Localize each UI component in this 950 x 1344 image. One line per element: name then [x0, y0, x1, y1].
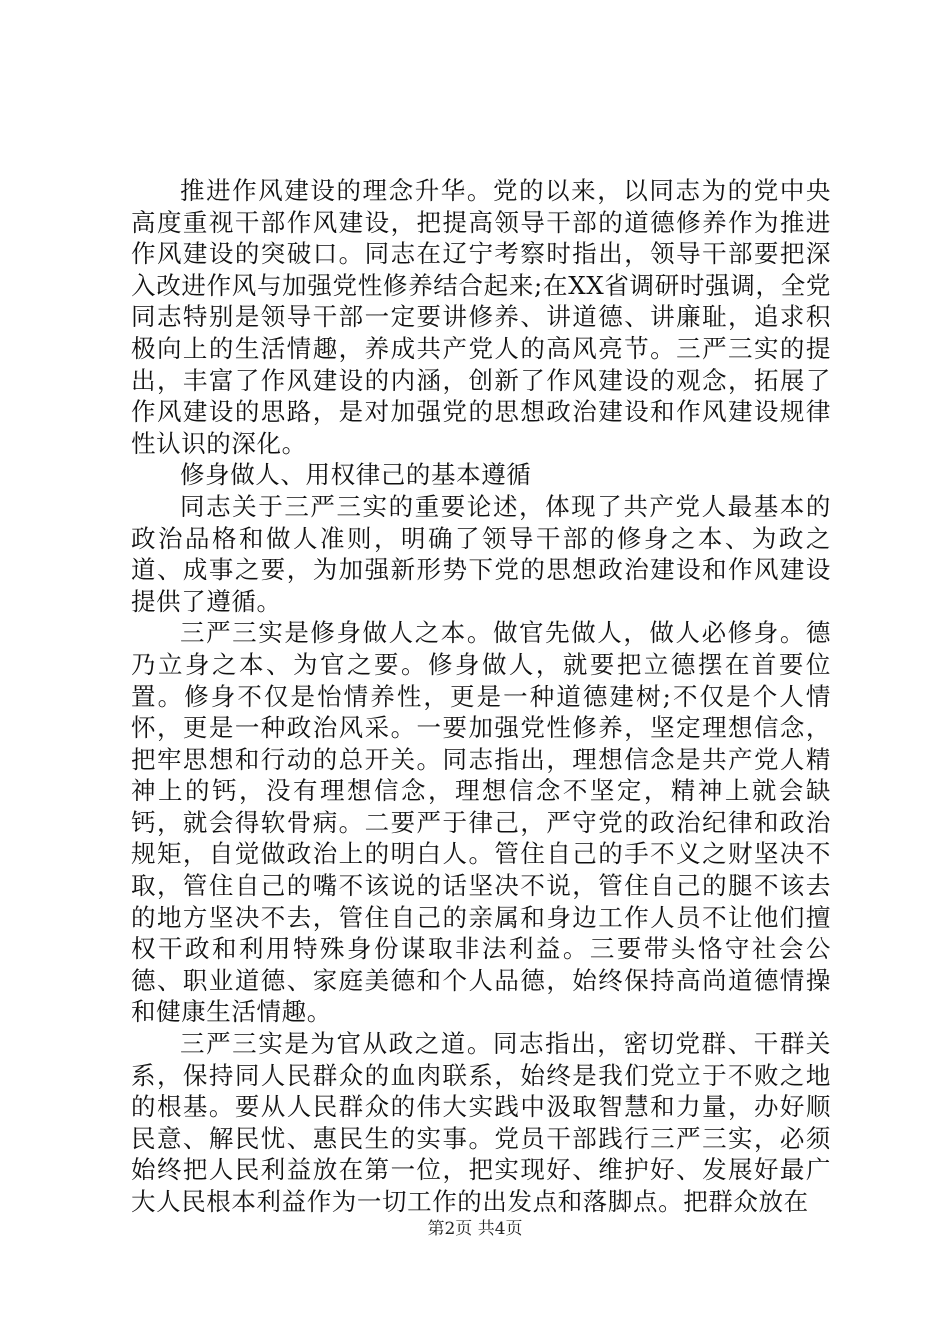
page-number-footer: 第2页 共4页 [427, 1219, 523, 1239]
paragraph-governance: 三严三实是为官从政之道。同志指出，密切党群、干群关系，保持同人民群众的血肉联系，始终是我们党立于不败之地的根基。要从人民群众的伟大实践中汲取智慧和力量，办好顺民意、解民忧、惠民生的实事。党员干部践行三严三实，必须始终把人民利益放在第一位，把实现好、维护好、发展好最广大人民根本利益作为一切工作的出发点和落脚点。把群众放在 [131, 1029, 831, 1216]
document-body [131, 175, 831, 1218]
paragraph-style-building: 推进作风建设的理念升华。党的以来，以同志为的党中央高度重视干部作风建设，把提高领导干部的道德修养作为推进作风建设的突破口。同志在辽宁考察时指出，领导干部要把深入改进作风与加强党性修养结合起来;在XX省调研时强调，全党同志特别是领导干部一定要讲修养、讲道德、讲廉耻，追求积极向上的生活情趣，养成共产党人的高风亮节。三严三实的提出，丰富了作风建设的内涵，创新了作风建设的观念，拓展了作风建设的思路，是对加强党的思想政治建设和作风建设规律性认识的深化。 [131, 176, 831, 458]
paragraph-self-cultivation: 三严三实是修身做人之本。做官先做人，做人必修身。德乃立身之本、为官之要。修身做人，就要把立德摆在首要位置。修身不仅是怡情养性，更是一种道德建树;不仅是个人情怀，更是一种政治风采。一要加强党性修养，坚定理想信念，把牢思想和行动的总开关。同志指出，理想信念是共产党人精神上的钙，没有理想信念，理想信念不坚定，精神上就会缺钙，就会得软骨病。二要严于律己，严守党的政治纪律和政治规矩，自觉做政治上的明白人。管住自己的手不义之财坚决不取，管住自己的嘴不该说的话坚决不说，管住自己的腿不该去的地方坚决不去，管住自己的亲属和身边工作人员不让他们擅权干政和利用特殊身份谋取非法利益。三要带头恪守社会公德、职业道德、家庭美德和个人品德，始终保持高尚道德情操和健康生活情趣。 [131, 618, 831, 1027]
paragraph-intro: 同志关于三严三实的重要论述，体现了共产党人最基本的政治品格和做人准则，明确了领导干部的修身之本、为政之道、成事之要，为加强新形势下党的思想政治建设和作风建设提供了遵循。 [131, 491, 831, 616]
section-heading: 修身做人、用权律己的基本遵循 [180, 460, 532, 490]
